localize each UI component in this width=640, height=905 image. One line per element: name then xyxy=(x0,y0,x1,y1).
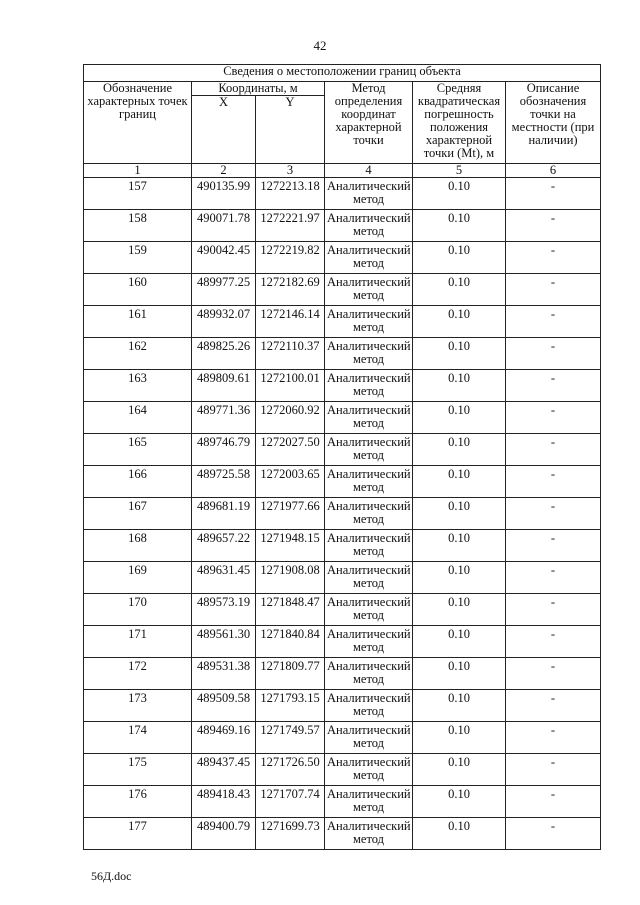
column-number: 5 xyxy=(413,164,506,178)
accuracy-cell: 0.10 xyxy=(413,466,506,498)
method-cell: Аналитический метод xyxy=(325,818,413,850)
header-description: Описание обозначения точки на местности (при наличии) xyxy=(506,82,601,164)
description-cell: - xyxy=(506,274,601,306)
point-id-cell: 159 xyxy=(84,242,192,274)
y-coordinate-cell: 1272060.92 xyxy=(256,402,325,434)
y-coordinate-cell: 1271908.08 xyxy=(256,562,325,594)
x-coordinate-cell: 489418.43 xyxy=(192,786,256,818)
x-coordinate-cell: 489932.07 xyxy=(192,306,256,338)
accuracy-cell: 0.10 xyxy=(413,658,506,690)
method-cell: Аналитический метод xyxy=(325,626,413,658)
accuracy-cell: 0.10 xyxy=(413,338,506,370)
column-number: 3 xyxy=(256,164,325,178)
description-cell: - xyxy=(506,594,601,626)
method-cell: Аналитический метод xyxy=(325,562,413,594)
table-row xyxy=(84,402,601,434)
y-coordinate-cell: 1271977.66 xyxy=(256,498,325,530)
x-coordinate-cell: 489657.22 xyxy=(192,530,256,562)
description-cell: - xyxy=(506,562,601,594)
description-cell: - xyxy=(506,242,601,274)
y-coordinate-cell: 1272100.01 xyxy=(256,370,325,402)
table-row xyxy=(84,594,601,626)
accuracy-cell: 0.10 xyxy=(413,210,506,242)
point-id-cell: 157 xyxy=(84,178,192,210)
x-coordinate-cell: 489509.58 xyxy=(192,690,256,722)
point-id-cell: 166 xyxy=(84,466,192,498)
table-row xyxy=(84,626,601,658)
table-row xyxy=(84,530,601,562)
y-coordinate-cell: 1272110.37 xyxy=(256,338,325,370)
point-id-cell: 170 xyxy=(84,594,192,626)
point-id-cell: 176 xyxy=(84,786,192,818)
column-number: 2 xyxy=(192,164,256,178)
description-cell: - xyxy=(506,434,601,466)
column-number: 1 xyxy=(84,164,192,178)
table-row xyxy=(84,786,601,818)
y-coordinate-cell: 1271848.47 xyxy=(256,594,325,626)
accuracy-cell: 0.10 xyxy=(413,434,506,466)
x-coordinate-cell: 489400.79 xyxy=(192,818,256,850)
description-cell: - xyxy=(506,658,601,690)
description-cell: - xyxy=(506,818,601,850)
x-coordinate-cell: 489561.30 xyxy=(192,626,256,658)
y-coordinate-cell: 1272221.97 xyxy=(256,210,325,242)
description-cell: - xyxy=(506,466,601,498)
method-cell: Аналитический метод xyxy=(325,498,413,530)
boundary-coordinates-table xyxy=(83,64,601,850)
method-cell: Аналитический метод xyxy=(325,530,413,562)
table-title: Сведения о местоположении границ объекта xyxy=(84,65,601,82)
description-cell: - xyxy=(506,178,601,210)
x-coordinate-cell: 490135.99 xyxy=(192,178,256,210)
description-cell: - xyxy=(506,498,601,530)
y-coordinate-cell: 1271726.50 xyxy=(256,754,325,786)
x-coordinate-cell: 489809.61 xyxy=(192,370,256,402)
header-accuracy: Средняя квадратическая погрешность положения характерной точки (Mt), м xyxy=(413,82,506,164)
accuracy-cell: 0.10 xyxy=(413,242,506,274)
footer-filename: 56Д.doc xyxy=(91,869,132,883)
accuracy-cell: 0.10 xyxy=(413,402,506,434)
table-row xyxy=(84,370,601,402)
y-coordinate-cell: 1272027.50 xyxy=(256,434,325,466)
header-y: Y xyxy=(256,96,325,164)
y-coordinate-cell: 1271840.84 xyxy=(256,626,325,658)
x-coordinate-cell: 489977.25 xyxy=(192,274,256,306)
accuracy-cell: 0.10 xyxy=(413,498,506,530)
header-x: X xyxy=(192,96,256,164)
x-coordinate-cell: 489681.19 xyxy=(192,498,256,530)
y-coordinate-cell: 1271749.57 xyxy=(256,722,325,754)
accuracy-cell: 0.10 xyxy=(413,370,506,402)
accuracy-cell: 0.10 xyxy=(413,690,506,722)
point-id-cell: 160 xyxy=(84,274,192,306)
point-id-cell: 167 xyxy=(84,498,192,530)
x-coordinate-cell: 489437.45 xyxy=(192,754,256,786)
x-coordinate-cell: 490042.45 xyxy=(192,242,256,274)
description-cell: - xyxy=(506,690,601,722)
description-cell: - xyxy=(506,306,601,338)
description-cell: - xyxy=(506,626,601,658)
method-cell: Аналитический метод xyxy=(325,722,413,754)
point-id-cell: 171 xyxy=(84,626,192,658)
point-id-cell: 161 xyxy=(84,306,192,338)
method-cell: Аналитический метод xyxy=(325,306,413,338)
table-row xyxy=(84,178,601,210)
y-coordinate-cell: 1271699.73 xyxy=(256,818,325,850)
accuracy-cell: 0.10 xyxy=(413,594,506,626)
method-cell: Аналитический метод xyxy=(325,754,413,786)
y-coordinate-cell: 1271707.74 xyxy=(256,786,325,818)
table-row xyxy=(84,466,601,498)
x-coordinate-cell: 489746.79 xyxy=(192,434,256,466)
column-number: 4 xyxy=(325,164,413,178)
accuracy-cell: 0.10 xyxy=(413,626,506,658)
accuracy-cell: 0.10 xyxy=(413,786,506,818)
description-cell: - xyxy=(506,370,601,402)
table-row xyxy=(84,210,601,242)
table-row xyxy=(84,338,601,370)
method-cell: Аналитический метод xyxy=(325,210,413,242)
header-point-designation: Обозначение характерных точек границ xyxy=(84,82,192,164)
y-coordinate-cell: 1272003.65 xyxy=(256,466,325,498)
table-row xyxy=(84,434,601,466)
description-cell: - xyxy=(506,402,601,434)
table-row xyxy=(84,658,601,690)
table-row xyxy=(84,498,601,530)
method-cell: Аналитический метод xyxy=(325,178,413,210)
point-id-cell: 172 xyxy=(84,658,192,690)
method-cell: Аналитический метод xyxy=(325,690,413,722)
method-cell: Аналитический метод xyxy=(325,658,413,690)
accuracy-cell: 0.10 xyxy=(413,178,506,210)
description-cell: - xyxy=(506,338,601,370)
x-coordinate-cell: 489469.16 xyxy=(192,722,256,754)
x-coordinate-cell: 489573.19 xyxy=(192,594,256,626)
header-method: Метод определения координат характерной точки xyxy=(325,82,413,164)
description-cell: - xyxy=(506,722,601,754)
method-cell: Аналитический метод xyxy=(325,466,413,498)
description-cell: - xyxy=(506,530,601,562)
x-coordinate-cell: 489531.38 xyxy=(192,658,256,690)
column-numbers-row xyxy=(84,164,601,178)
point-id-cell: 173 xyxy=(84,690,192,722)
accuracy-cell: 0.10 xyxy=(413,818,506,850)
description-cell: - xyxy=(506,786,601,818)
x-coordinate-cell: 489771.36 xyxy=(192,402,256,434)
accuracy-cell: 0.10 xyxy=(413,562,506,594)
point-id-cell: 163 xyxy=(84,370,192,402)
y-coordinate-cell: 1272182.69 xyxy=(256,274,325,306)
point-id-cell: 164 xyxy=(84,402,192,434)
description-cell: - xyxy=(506,754,601,786)
point-id-cell: 162 xyxy=(84,338,192,370)
page-number: 42 xyxy=(313,38,327,53)
method-cell: Аналитический метод xyxy=(325,274,413,306)
x-coordinate-cell: 489631.45 xyxy=(192,562,256,594)
y-coordinate-cell: 1272146.14 xyxy=(256,306,325,338)
table-row xyxy=(84,562,601,594)
method-cell: Аналитический метод xyxy=(325,370,413,402)
method-cell: Аналитический метод xyxy=(325,402,413,434)
y-coordinate-cell: 1272213.18 xyxy=(256,178,325,210)
x-coordinate-cell: 489725.58 xyxy=(192,466,256,498)
method-cell: Аналитический метод xyxy=(325,786,413,818)
accuracy-cell: 0.10 xyxy=(413,306,506,338)
accuracy-cell: 0.10 xyxy=(413,754,506,786)
point-id-cell: 169 xyxy=(84,562,192,594)
method-cell: Аналитический метод xyxy=(325,594,413,626)
x-coordinate-cell: 489825.26 xyxy=(192,338,256,370)
y-coordinate-cell: 1271809.77 xyxy=(256,658,325,690)
method-cell: Аналитический метод xyxy=(325,338,413,370)
method-cell: Аналитический метод xyxy=(325,242,413,274)
point-id-cell: 174 xyxy=(84,722,192,754)
point-id-cell: 165 xyxy=(84,434,192,466)
column-number: 6 xyxy=(506,164,601,178)
header-coordinates: Координаты, м xyxy=(192,82,325,96)
accuracy-cell: 0.10 xyxy=(413,530,506,562)
table-row xyxy=(84,274,601,306)
y-coordinate-cell: 1272219.82 xyxy=(256,242,325,274)
x-coordinate-cell: 490071.78 xyxy=(192,210,256,242)
table-row xyxy=(84,818,601,850)
table-row xyxy=(84,722,601,754)
method-cell: Аналитический метод xyxy=(325,434,413,466)
table-row xyxy=(84,306,601,338)
accuracy-cell: 0.10 xyxy=(413,274,506,306)
point-id-cell: 175 xyxy=(84,754,192,786)
point-id-cell: 158 xyxy=(84,210,192,242)
accuracy-cell: 0.10 xyxy=(413,722,506,754)
table-row xyxy=(84,690,601,722)
y-coordinate-cell: 1271948.15 xyxy=(256,530,325,562)
point-id-cell: 168 xyxy=(84,530,192,562)
description-cell: - xyxy=(506,210,601,242)
point-id-cell: 177 xyxy=(84,818,192,850)
table-row xyxy=(84,754,601,786)
table-row xyxy=(84,242,601,274)
y-coordinate-cell: 1271793.15 xyxy=(256,690,325,722)
